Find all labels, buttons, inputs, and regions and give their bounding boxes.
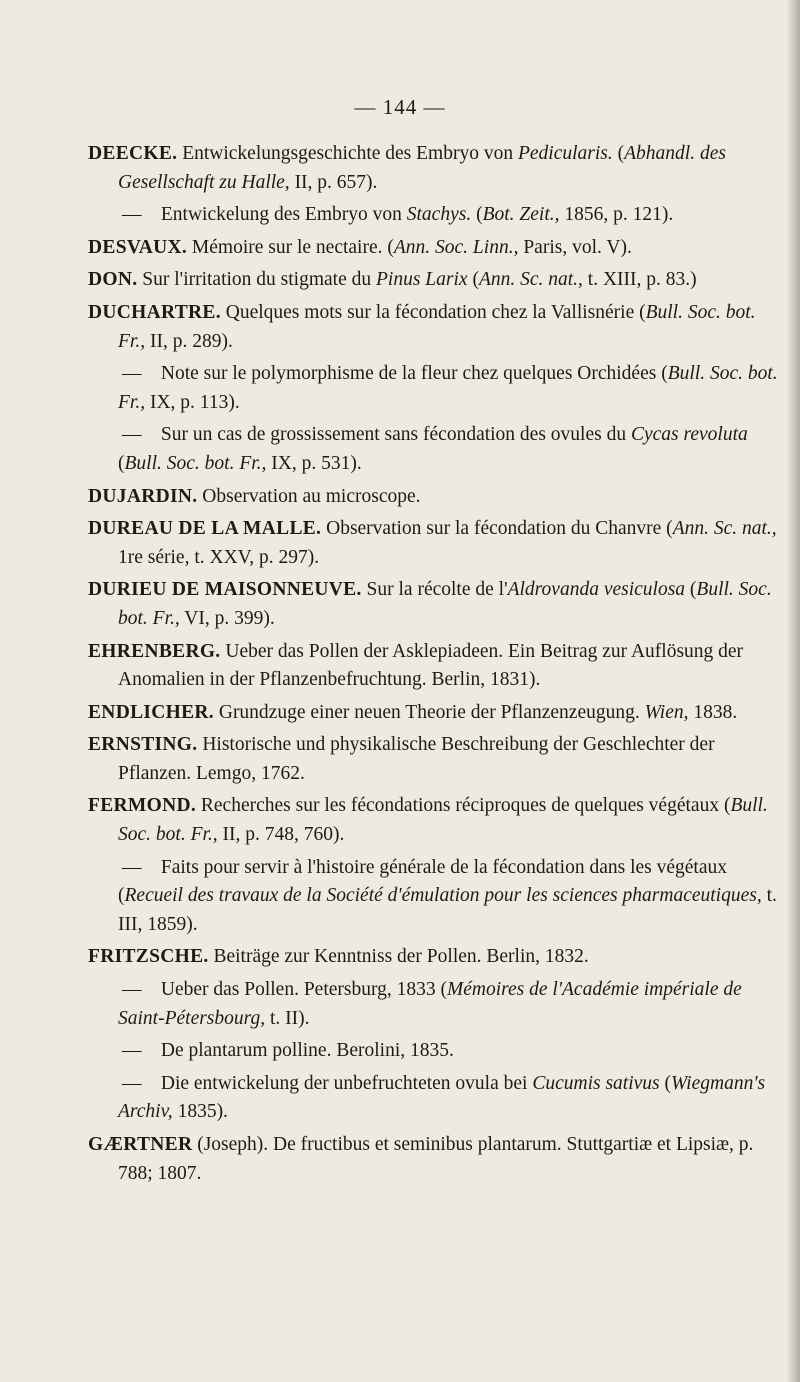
entry-italic-text: Bull. Soc. bot. Fr., <box>118 579 772 629</box>
entry-dash: — <box>122 856 142 878</box>
entry-text: Sur la récolte de l' <box>361 579 508 601</box>
entry-text: Recherches sur les fécondations réciproques de quelques végétaux ( <box>196 795 731 817</box>
entry-italic-text: Bull. Soc. bot. Fr., <box>118 795 768 846</box>
bibliography-entry <box>88 515 783 572</box>
bibliography-entry <box>88 1131 783 1188</box>
entry-text: II, p. 289). <box>145 330 233 352</box>
bibliography-entry <box>88 576 783 633</box>
bibliography-entry <box>88 1070 783 1127</box>
entry-text: t. XIII, p. 83.) <box>582 269 697 291</box>
entry-text: (Joseph). De fructibus et seminibus plantarum. Stuttgartiæ et Lipsiæ, p. 788; 1807. <box>118 1134 754 1184</box>
entry-italic-text: Stachys. <box>406 204 472 226</box>
entry-text: Paris, vol. V). <box>518 236 632 258</box>
entry-dash: — <box>122 1072 142 1094</box>
entry-text: IX, p. 113). <box>145 391 240 413</box>
entry-dash: — <box>122 1040 142 1062</box>
entry-text: 1856, p. 121). <box>559 204 674 226</box>
entry-author: ENDLICHER. <box>88 701 214 723</box>
entry-author: DURIEU DE MAISONNEUVE. <box>88 579 362 601</box>
entry-italic-text: Pinus Larix <box>376 269 468 291</box>
bibliography-entry <box>88 299 783 356</box>
entry-author: FRITZSCHE. <box>88 946 209 968</box>
entry-text: II, p. 748, 760). <box>217 824 345 846</box>
entry-author: DUCHARTRE. <box>88 301 221 323</box>
entry-italic-text: Bot. Zeit., <box>482 204 560 226</box>
entry-italic-text: Pedicularis. <box>517 143 613 164</box>
bibliography-entry <box>88 792 783 849</box>
entry-text: Sur un cas de grossissement sans fécondation des ovules du <box>156 424 631 446</box>
entry-italic-text: Wien, <box>644 701 689 723</box>
entry-text: Entwickelung des Embryo von <box>156 204 407 226</box>
bibliography-entry <box>88 234 783 263</box>
entry-text: II, p. 657). <box>289 171 378 193</box>
entry-text: Ueber das Pollen. Petersburg, 1833 ( <box>156 979 448 1001</box>
entry-italic-text: Abhandl. des Gesellschaft zu Halle, <box>118 143 726 193</box>
bibliography-entry <box>88 976 783 1033</box>
entry-italic-text: Mémoires de l'Académie impériale de Saint-Pétersbourg, <box>118 979 742 1029</box>
entry-text: 1835). <box>172 1101 228 1123</box>
page-number: — 144 — <box>354 95 446 119</box>
entry-author: DESVAUX. <box>88 236 188 258</box>
entry-italic-text: Ann. Sc. nat., <box>672 518 777 540</box>
bibliography-entry <box>88 731 783 788</box>
entry-italic-text: Bull. Soc. bot. Fr., <box>124 452 267 474</box>
entry-text: Note sur le polymorphisme de la fleur chez quelques Orchidées ( <box>156 363 668 385</box>
entry-dash: — <box>122 424 142 446</box>
entry-text: Faits pour servir à l'histoire générale de la fécondation dans les végétaux ( <box>118 856 727 907</box>
entry-italic-text: Aldrovanda vesiculosa <box>507 579 686 601</box>
bibliography-entry <box>88 140 783 197</box>
entry-text: Sur l'irritation du stigmate du <box>137 269 376 291</box>
entry-italic-text: Bull. Soc. bot. Fr., <box>118 301 756 352</box>
bibliography-entry <box>88 421 783 478</box>
entry-text: ( <box>118 452 125 474</box>
entry-text: ( <box>685 579 697 601</box>
entry-italic-text: Recueil des travaux de la Société d'émulation pour les sciences pharmaceutiques, <box>124 885 762 907</box>
entry-text: Die entwickelung der unbefruchteten ovula bei <box>156 1072 533 1094</box>
entry-dash: — <box>122 204 142 226</box>
entry-italic-text: Bull. Soc. bot. Fr., <box>118 363 778 413</box>
entry-text: IX, p. 531). <box>266 452 362 474</box>
entry-text: t. III, 1859). <box>118 885 777 935</box>
bibliography-entry <box>88 638 783 695</box>
entry-text: t. II). <box>265 1007 310 1029</box>
entry-italic-text: Cucumis sativus <box>532 1072 660 1094</box>
entry-text: VI, p. 399). <box>179 607 275 629</box>
page-edge-shadow <box>786 0 800 1382</box>
entry-author: DUJARDIN. <box>88 485 198 507</box>
entry-author: EHRENBERG. <box>88 640 221 662</box>
bibliography-entry <box>88 699 783 728</box>
bibliography-entry <box>88 266 783 295</box>
entry-text: Grundzuge einer neuen Theorie der Pflanzenzeugung. <box>213 701 645 723</box>
bibliography-entry <box>88 943 783 972</box>
entry-text: Quelques mots sur la fécondation chez la Vallisnérie ( <box>220 301 646 323</box>
entry-author: GÆRTNER <box>88 1134 193 1155</box>
entry-text: De plantarum polline. Berolini, 1835. <box>156 1040 454 1062</box>
entry-text: Observation au microscope. <box>197 485 421 507</box>
entry-text: Historische und physikalische Beschreibung der Geschlechter der Pflanzen. Lemgo, 1762. <box>118 734 715 784</box>
entry-italic-text: Ann. Sc. nat., <box>478 269 583 291</box>
entry-author: ERNSTING. <box>88 734 198 756</box>
entry-italic-text: Cycas revoluta <box>630 424 748 446</box>
bibliography-entry <box>88 854 783 940</box>
bibliography-entry <box>88 483 783 512</box>
entry-text: ( <box>612 143 625 164</box>
entry-italic-text: Wiegmann's Archiv, <box>118 1072 766 1123</box>
entry-text: Entwickelungsgeschichte des Embryo von <box>177 143 518 164</box>
entry-text: ( <box>659 1072 671 1094</box>
entry-author: DON. <box>88 269 138 291</box>
entry-text: Beiträge zur Kenntniss der Pollen. Berlin, 1832. <box>208 946 589 968</box>
bibliography-entry <box>88 201 783 230</box>
bibliography-entry <box>88 1037 783 1066</box>
entry-text: 1838. <box>688 701 738 723</box>
entry-text: 1re série, t. XXV, p. 297). <box>118 546 320 568</box>
entry-text: Observation sur la fécondation du Chanvre ( <box>321 518 673 540</box>
entry-italic-text: Ann. Soc. Linn., <box>393 236 519 258</box>
bibliography-entry <box>88 360 783 417</box>
entry-dash: — <box>122 979 142 1001</box>
bibliography-list <box>88 140 783 1192</box>
entry-dash: — <box>122 363 142 385</box>
entry-author: DEECKE. <box>88 143 178 164</box>
entry-author: FERMOND. <box>88 795 197 817</box>
entry-text: Mémoire sur le nectaire. ( <box>187 236 394 258</box>
entry-text: ( <box>471 204 483 226</box>
entry-text: Ueber das Pollen der Asklepiadeen. Ein Beitrag zur Auflösung der Anomalien in der Pflanzenbefruchtung. Berlin, 1831). <box>118 640 744 691</box>
entry-text: ( <box>467 269 479 291</box>
entry-author: DUREAU DE LA MALLE. <box>88 518 322 540</box>
